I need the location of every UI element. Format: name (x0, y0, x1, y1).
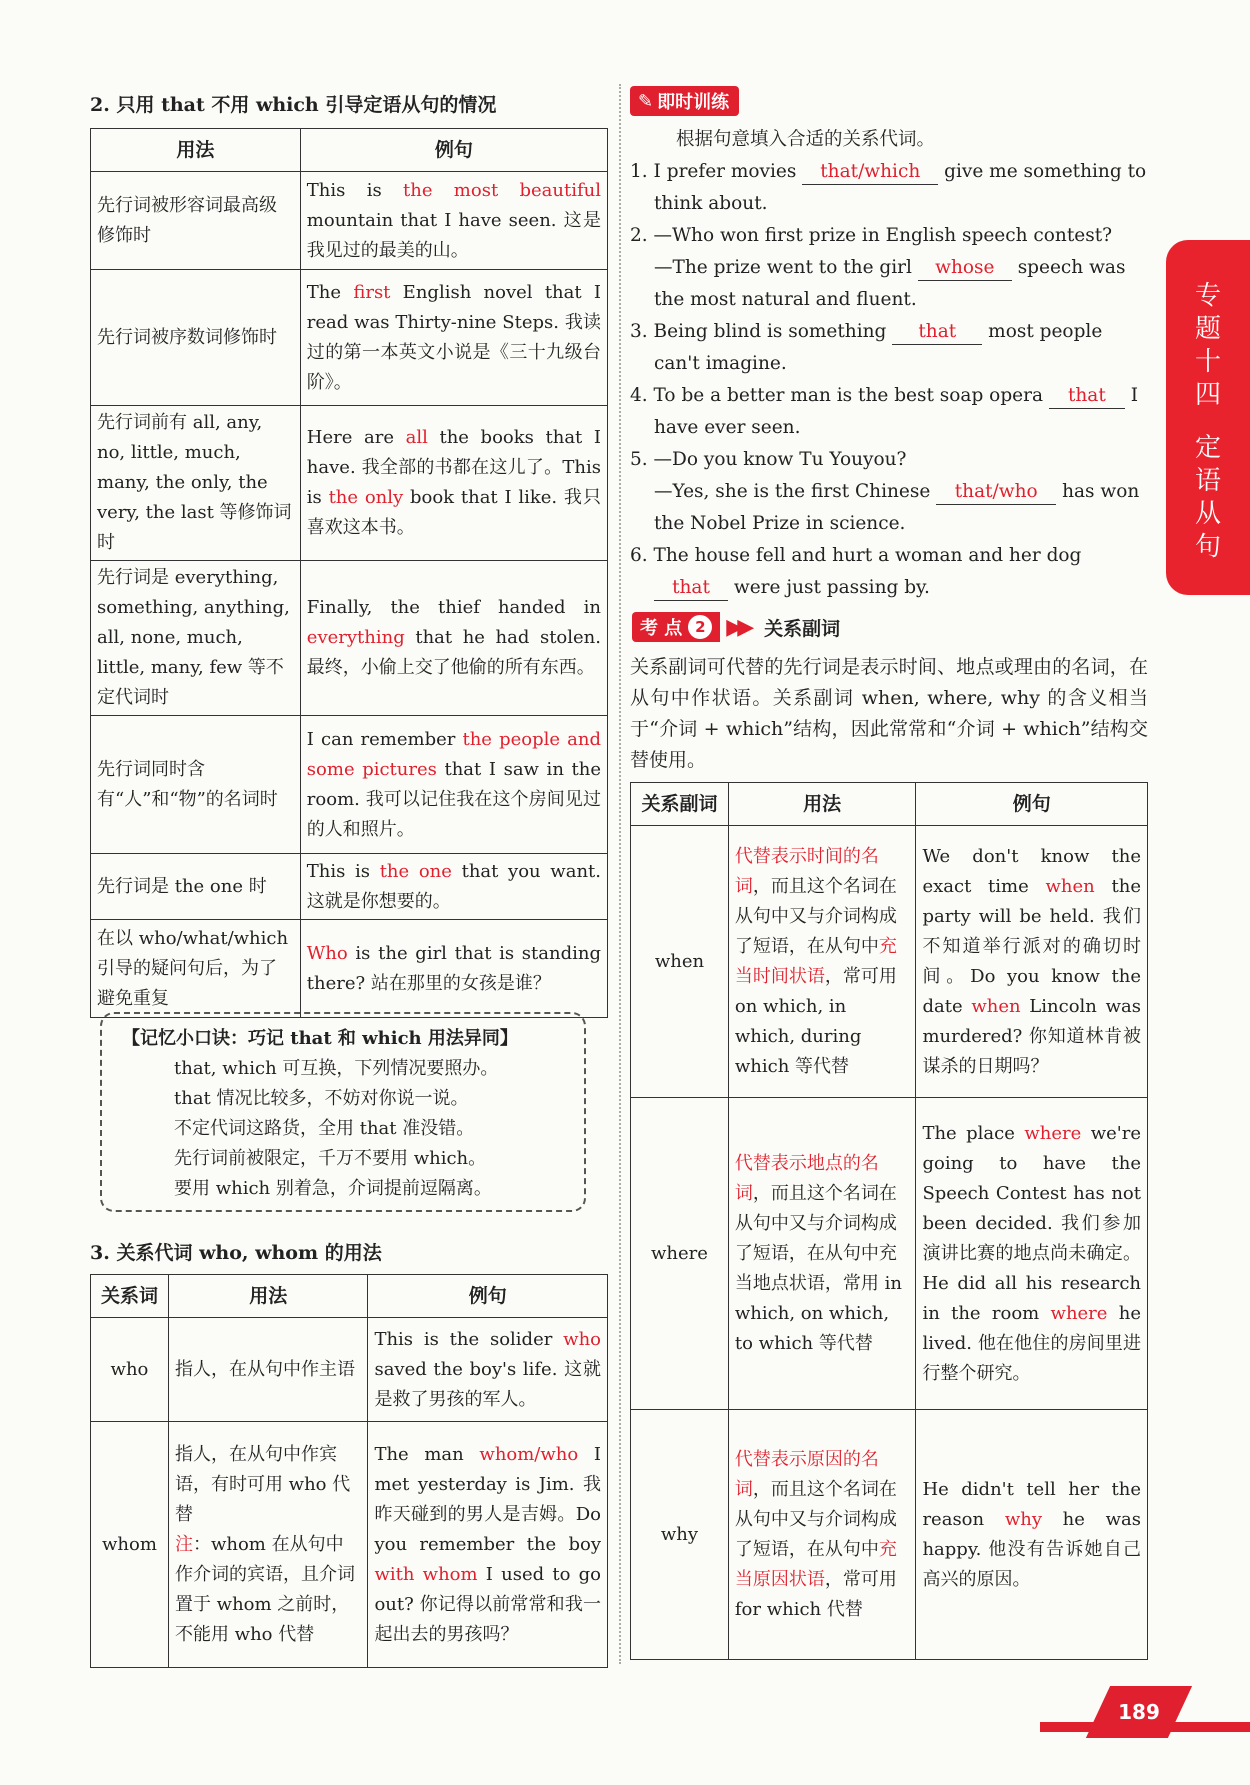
header-word: 关系词 (91, 1275, 169, 1318)
header-example: 例句 (300, 129, 607, 172)
usage-cell: 指人，在从句中作宾语，有时可用 who 代替 注：whom 在从句中作介词的宾语，且介词置于 whom 之前时，不能用 who 代替 (168, 1422, 368, 1668)
table-row (631, 826, 1148, 1098)
kaodian-number: 2 (688, 615, 712, 639)
word-cell: who (91, 1318, 169, 1422)
example-cell: He didn't tell her the reason why he was happy. 他没有告诉她自己高兴的原因。 (916, 1410, 1148, 1660)
section2-title: 2. 只用 that 不用 which 引导定语从句的情况 (90, 94, 497, 116)
table-row (91, 406, 608, 561)
question-1: 1. I prefer movies that/which give me something to think about. (630, 161, 1147, 214)
answer-blank: that (892, 320, 982, 345)
table-row (91, 561, 608, 716)
side-tab-char: 题 (1194, 314, 1221, 344)
question-5a: 5. —Do you know Tu Youyou? (630, 449, 907, 470)
header-usage: 用法 (728, 783, 916, 826)
relative-adverb-table (630, 782, 1148, 1660)
usage-cell: 代替表示地点的名词，而且这个名词在从句中又与介词构成了短语，在从句中充当地点状语，常用 in which, on which, to which 等代替 (728, 1098, 916, 1410)
that-usage-table (90, 128, 608, 1018)
usage-cell: 先行词同时含有“人”和“物”的名词时 (91, 716, 301, 854)
memory-line: that, which 可互换，下列情况要照办。 (174, 1058, 499, 1079)
double-arrow-icon: ▶▶ (726, 614, 749, 640)
usage-cell: 先行词被形容词最高级修饰时 (91, 172, 301, 270)
word-cell: why (631, 1410, 729, 1660)
answer-blank: that (654, 576, 728, 601)
usage-cell: 先行词是 the one 时 (91, 854, 301, 920)
side-tab-char: 语 (1194, 466, 1221, 496)
table-row (91, 1422, 608, 1668)
table-row (91, 854, 608, 920)
header-usage: 用法 (168, 1275, 368, 1318)
table-row (91, 716, 608, 854)
question-5b: —Yes, she is the first Chinese that/who has won the Nobel Prize in science. (654, 481, 1140, 534)
answer-blank: whose (918, 256, 1012, 281)
memory-line: 要用 which 别着急，介词提前逗隔离。 (174, 1178, 492, 1199)
header-example: 例句 (368, 1275, 608, 1318)
answer-blank: that (1049, 384, 1125, 409)
kaodian-title: 关系副词 (764, 617, 841, 640)
table-row (91, 1318, 608, 1422)
practice-lead: 根据句意填入合适的关系代词。 (676, 129, 936, 150)
table-row (91, 270, 608, 406)
example-cell: This is the one that you want. 这就是你想要的。 (300, 854, 607, 920)
example-cell: The first English novel that I read was Thirty-nine Steps. 我读过的第一本英文小说是《三十九级台阶》。 (300, 270, 607, 406)
side-tab-char: 十 (1194, 347, 1221, 377)
practice-section (630, 124, 1150, 604)
question-2a: 2. —Who won first prize in English speech contest? (630, 225, 1113, 246)
example-cell: Who is the girl that is standing there? 站在那里的女孩是谁？ (300, 920, 607, 1018)
usage-cell: 代替表示原因的名词，而且这个名词在从句中又与介词构成了短语，在从句中充当原因状语，常可用 for which 代替 (728, 1410, 916, 1660)
header-usage: 用法 (91, 129, 301, 172)
chapter-side-tab (1166, 240, 1250, 595)
example-cell: We don't know the exact time when the party will be held. 我们不知道举行派对的确切时间。Do you know the date when Lincoln was murdered? 你知道林肯被谋杀的日期吗？ (916, 826, 1148, 1098)
memory-box (100, 1012, 586, 1212)
kaodian-intro: 关系副词可代替的先行词是表示时间、地点或理由的名词，在从句中作状语。关系副词 when, where, why 的含义相当于“介词 + which”结构，因此常常和“介词 + which”结构交替使用。 (630, 656, 1148, 771)
side-tab-char: 定 (1194, 433, 1221, 463)
usage-cell: 指人，在从句中作主语 (168, 1318, 368, 1422)
example-cell: This is the solider who saved the boy's life. 这就是救了男孩的军人。 (368, 1318, 608, 1422)
usage-cell: 先行词前有 all, any, no, little, much, many, the only, the very, the last 等修饰词时 (91, 406, 301, 561)
memory-line: 先行词前被限定，千万不要用 which。 (174, 1148, 487, 1169)
practice-banner (630, 86, 739, 116)
side-tab-char: 专 (1194, 281, 1221, 311)
section3-title: 3. 关系代词 who, whom 的用法 (90, 1242, 382, 1264)
memory-title: 【记忆小口诀：巧记 that 和 which 用法异同】 (122, 1028, 518, 1049)
word-cell: when (631, 826, 729, 1098)
table-row (631, 1098, 1148, 1410)
usage-cell: 在以 who/what/which 引导的疑问句后，为了避免重复 (91, 920, 301, 1018)
usage-cell: 先行词被序数词修饰时 (91, 270, 301, 406)
who-whom-table (90, 1274, 608, 1668)
pencil-icon: ✎ (638, 90, 654, 112)
word-cell: whom (91, 1422, 169, 1668)
usage-cell: 代替表示时间的名词，而且这个名词在从句中又与介词构成了短语，在从句中充当时间状语，常可用 on which, in which, during which 等代替 (728, 826, 916, 1098)
table-row (91, 172, 608, 270)
usage-cell: 先行词是 everything, something, anything, all, none, much, little, many, few 等不定代词时 (91, 561, 301, 716)
side-tab-char: 四 (1194, 380, 1221, 410)
question-4: 4. To be a better man is the best soap opera that I have ever seen. (630, 385, 1139, 438)
example-cell: Here are all the books that I have. 我全部的书都在这儿了。This is the only book that I like. 我只喜欢这本书。 (300, 406, 607, 561)
memory-line: 不定代词这路货，全用 that 准没错。 (174, 1118, 475, 1139)
word-cell: where (631, 1098, 729, 1410)
table-row (91, 920, 608, 1018)
kaodian-header (632, 612, 840, 642)
example-cell: Finally, the thief handed in everything that he had stolen. 最终，小偷上交了他偷的所有东西。 (300, 561, 607, 716)
question-3: 3. Being blind is something that most people can't imagine. (630, 321, 1103, 374)
side-tab-char: 从 (1194, 499, 1221, 529)
side-tab-char: 句 (1194, 532, 1221, 562)
column-divider (619, 84, 621, 1664)
memory-line: that 情况比较多，不妨对你说一说。 (174, 1088, 469, 1109)
example-cell: This is the most beautiful mountain that I have seen. 这是我见过的最美的山。 (300, 172, 607, 270)
example-cell: The man whom/who I met yesterday is Jim. 我昨天碰到的男人是吉姆。Do you remember the boy with whom I used to go out? 你记得以前常常和我一起出去的男孩吗？ (368, 1422, 608, 1668)
example-cell: I can remember the people and some pictures that I saw in the room. 我可以记住我在这个房间见过的人和照片。 (300, 716, 607, 854)
example-cell: The place where we're going to have the Speech Contest has not been decided. 我们参加演讲比赛的地点尚未确定。He did all his research in the room where he lived. 他在他住的房间里进行整个研究。 (916, 1098, 1148, 1410)
kaodian-label: 考 点 (640, 618, 683, 639)
question-6: 6. The house fell and hurt a woman and her dog that were just passing by. (630, 540, 1150, 604)
question-2b: —The prize went to the girl whose speech was the most natural and fluent. (654, 257, 1126, 310)
page-number: 189 (1118, 1700, 1160, 1724)
header-example: 例句 (916, 783, 1148, 826)
answer-blank: that/who (936, 480, 1056, 505)
table-row (631, 1410, 1148, 1660)
header-word: 关系副词 (631, 783, 729, 826)
answer-blank: that/which (802, 160, 938, 185)
practice-banner-label: 即时训练 (657, 92, 730, 113)
